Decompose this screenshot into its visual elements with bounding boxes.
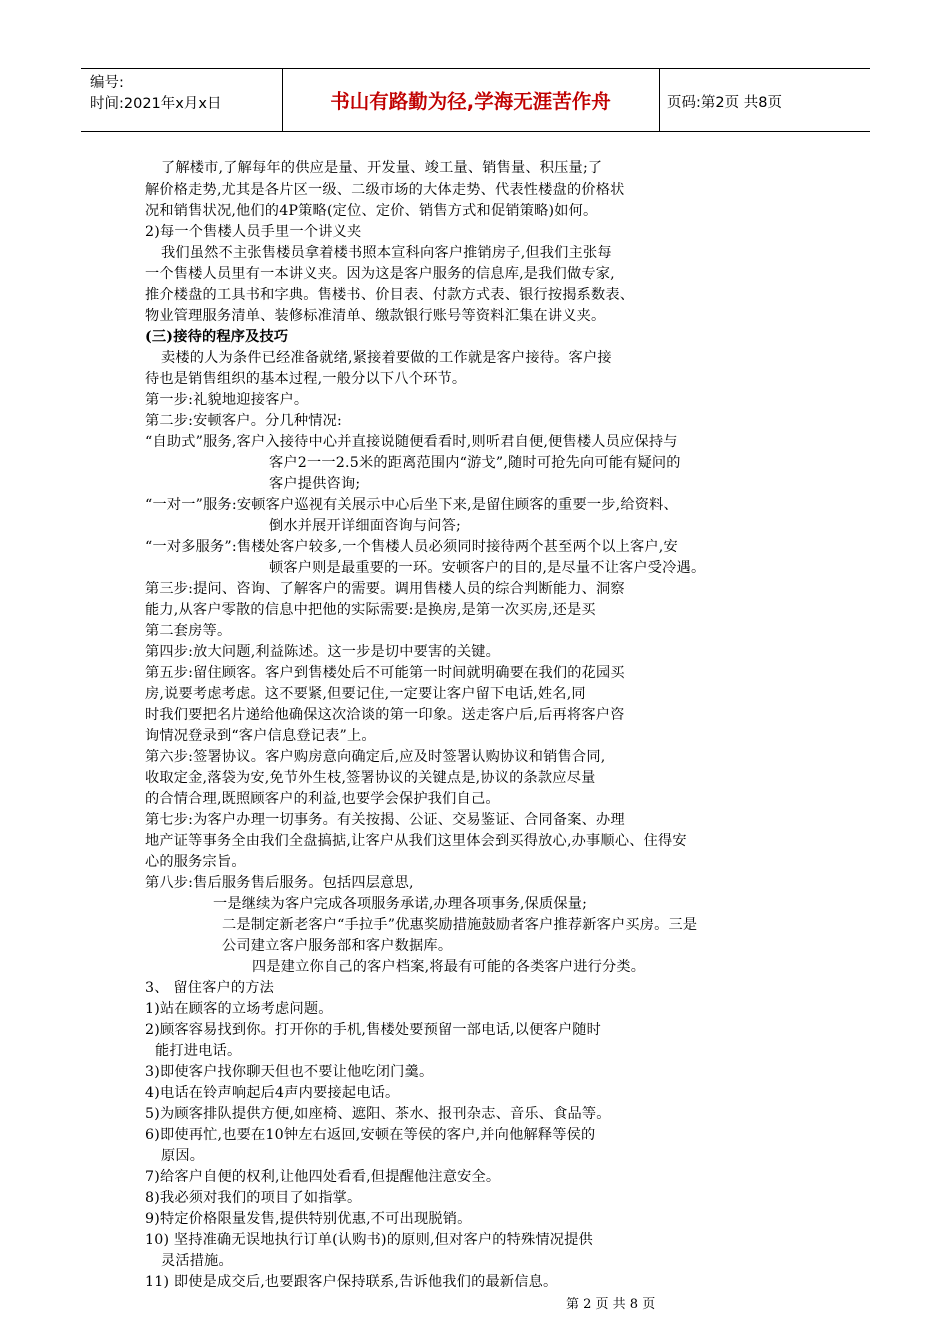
text-line: 地产证等事务全由我们全盘搞掂,让客户从我们这里体会到买得放心,办事顺心、住得安 (145, 833, 687, 849)
text-line: 倒水并展开详细面咨询与问答; (269, 518, 462, 534)
text-line: 了解楼市,了解每年的供应是量、开发量、竣工量、销售量、积压量;了 (161, 160, 603, 176)
text-line: 1)站在顾客的立场考虑问题。 (145, 1001, 333, 1017)
text-line: 第二套房等。 (145, 623, 232, 639)
text-line: 询情况登录到“客户信息登记表”上。 (145, 728, 376, 744)
text-line: 第七步:为客户办理一切事务。有关按揭、公证、交易鉴证、合同备案、办理 (145, 812, 625, 828)
text-line: “一对多服务”:售楼处客户较多,一个售楼人员必须同时接待两个甚至两个以上客户,安 (145, 539, 678, 555)
text-line: 2)每一个售楼人员手里一个讲义夹 (145, 224, 362, 240)
text-line: 3)即使客户找你聊天但也不要让他吃闭门羹。 (145, 1064, 434, 1080)
text-line: 9)特定价格限量发售,提供特别优惠,不可出现脱销。 (145, 1211, 472, 1227)
text-line: 物业管理服务清单、装修标准清单、缴款银行账号等资料汇集在讲义夹。 (145, 308, 606, 324)
text-line: 第一步:礼貌地迎接客户。 (145, 392, 309, 408)
text-line: 能打进电话。 (155, 1043, 242, 1059)
text-line: 一个售楼人员里有一本讲义夹。因为这是客户服务的信息库,是我们做专家, (145, 266, 615, 282)
text-line: 3、 留住客户的方法 (145, 980, 275, 996)
text-line: 5)为顾客排队提供方便,如座椅、遮阳、茶水、报刊杂志、音乐、食品等。 (145, 1106, 611, 1122)
header-meta (90, 73, 221, 115)
text-line: 我们虽然不主张售楼员拿着楼书照本宣科向客户推销房子,但我们主张每 (161, 245, 612, 261)
text-line: 10) 坚持准确无误地执行订单(认购书)的原则,但对客户的特殊情况提供 (145, 1232, 593, 1248)
text-line: 11) 即使是成交后,也要跟客户保持联系,告诉他我们的最新信息。 (145, 1274, 558, 1290)
text-line: “自助式”服务,客户入接待中心并直接说随便看看时,则听君自便,便售楼人员应保持与 (145, 434, 678, 450)
text-line: 推介楼盘的工具书和字典。售楼书、价目表、付款方式表、银行按揭系数表、 (145, 287, 635, 303)
text-line: 灵活措施。 (161, 1253, 233, 1269)
text-line: 第二步:安顿客户。分几种情况: (145, 413, 342, 429)
header-divider (659, 69, 660, 131)
text-line: 7)给客户自便的权利,让他四处看看,但提醒他注意安全。 (145, 1169, 501, 1185)
text-line: 第三步:提问、咨询、了解客户的需要。调用售楼人员的综合判断能力、洞察 (145, 581, 625, 597)
section-heading: (三)接待的程序及技巧 (145, 329, 289, 345)
text-line: 4)电话在铃声响起后4声内要接起电话。 (145, 1085, 400, 1101)
text-line: 收取定金,落袋为安,免节外生枝,签署协议的关键点是,协议的条款应尽量 (145, 770, 596, 786)
text-line: 时我们要把名片递给他确保这次洽谈的第一印象。送走客户后,后再将客户咨 (145, 707, 625, 723)
text-line: 心的服务宗旨。 (145, 854, 246, 870)
text-line: 第八步:售后服务售后服务。包括四层意思, (145, 875, 414, 891)
text-line: 8)我必须对我们的项目了如指掌。 (145, 1190, 362, 1206)
text-line: 能力,从客户零散的信息中把他的实际需要:是换房,是第一次买房,还是买 (145, 602, 596, 618)
text-line: 的合情合理,既照顾客户的利益,也要学会保护我们自己。 (145, 791, 500, 807)
page-footer: 第 2 页 共 8 页 (566, 1297, 656, 1312)
text-line: 房,说要考虑考虑。这不要紧,但要记住,一定要让客户留下电话,姓名,同 (145, 686, 586, 702)
text-line: 第五步:留住顾客。客户到售楼处后不可能第一时间就明确要在我们的花园买 (145, 665, 625, 681)
text-line: 二是制定新老客户“手拉手”优惠奖励措施鼓励者客户推荐新客户买房。三是 (222, 917, 698, 933)
text-line: 卖楼的人为条件已经准备就绪,紧接着要做的工作就是客户接待。客户接 (161, 350, 612, 366)
text-line: 解价格走势,尤其是各片区一级、二级市场的大体走势、代表性楼盘的价格状 (145, 182, 625, 198)
text-line: 客户提供咨询; (269, 476, 361, 492)
text-line: 2)顾客容易找到你。打开你的手机,售楼处要预留一部电话,以便客户随时 (145, 1022, 602, 1038)
text-line: 四是建立你自己的客户档案,将最有可能的各类客户进行分类。 (252, 959, 646, 975)
code-label: 编号: (90, 75, 124, 91)
text-line: 6)即使再忙,也要在10钟左右返回,安顿在等侯的客户,并向他解释等侯的 (145, 1127, 596, 1143)
text-line: 况和销售状况,他们的4P策略(定位、定价、销售方式和促销策略)如何。 (145, 203, 598, 219)
text-line: 第六步:签署协议。客户购房意向确定后,应及时签署认购协议和销售合同, (145, 749, 606, 765)
text-line: 客户2一一2.5米的距离范围内“游戈”,随时可抢先向可能有疑问的 (269, 455, 681, 471)
header-motto: 书山有路勤为径,学海无涯苦作舟 (330, 90, 611, 113)
text-line: 第四步:放大问题,利益陈述。这一步是切中要害的关键。 (145, 644, 500, 660)
text-line: 待也是销售组织的基本过程,一般分以下八个环节。 (145, 371, 467, 387)
page-header (81, 68, 870, 132)
text-line: 原因。 (161, 1148, 205, 1164)
header-page-info: 页码:第2页 共8页 (667, 95, 782, 111)
time-label: 时间:2021年x月x日 (90, 96, 222, 112)
text-line: “一对一”服务:安顿客户巡视有关展示中心后坐下来,是留住顾客的重要一步,给资料、 (145, 497, 678, 513)
text-line: 一是继续为客户完成各项服务承诺,办理各项事务,保质保量; (213, 896, 588, 912)
text-line: 顿客户则是最重要的一环。安顿客户的目的,是尽量不让客户受冷遇。 (269, 560, 706, 576)
text-line: 公司建立客户服务部和客户数据库。 (222, 938, 453, 954)
